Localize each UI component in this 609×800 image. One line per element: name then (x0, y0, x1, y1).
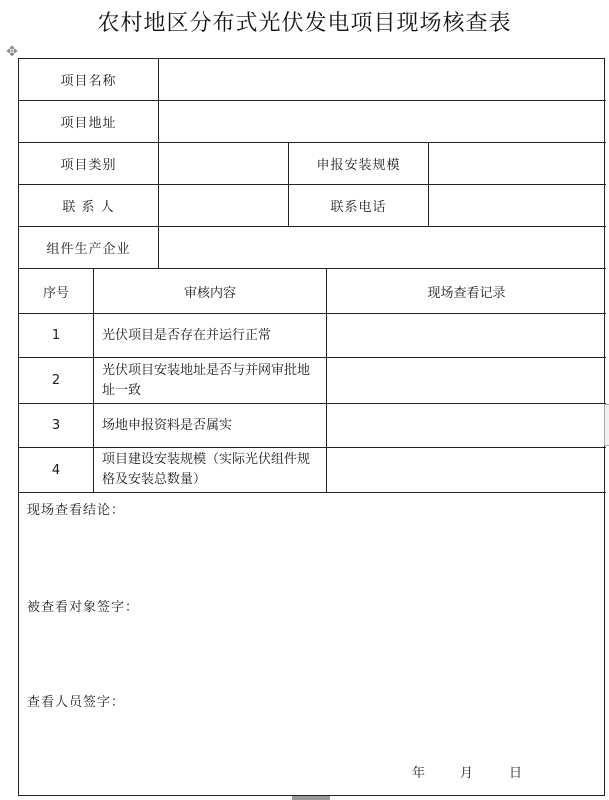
module-manufacturer-field[interactable] (159, 227, 606, 269)
row-1-content: 光伏项目是否存在并运行正常 (94, 314, 327, 358)
contact-phone-label: 联系电话 (289, 185, 429, 227)
contact-person-label: 联 系 人 (19, 185, 159, 227)
bottom-resize-handle[interactable] (292, 796, 330, 800)
project-name-field[interactable] (159, 59, 606, 101)
seq-header: 序号 (19, 269, 94, 314)
inspector-signature-label: 查看人员签字： (27, 695, 126, 710)
document-title: 农村地区分布式光伏发电项目现场核查表 (97, 11, 512, 36)
conclusion-label: 现场查看结论： (27, 503, 126, 518)
declared-scale-field[interactable] (429, 143, 606, 185)
row-1-no: 1 (19, 314, 94, 358)
inspection-record-header: 现场查看记录 (327, 269, 606, 314)
inspection-form-table (18, 58, 605, 796)
contact-phone-field[interactable] (429, 185, 606, 227)
row-3-no: 3 (19, 404, 94, 448)
inspected-party-signature-label: 被查看对象签字： (27, 600, 140, 615)
project-address-field[interactable] (159, 101, 606, 143)
project-address-label: 项目地址 (19, 101, 159, 143)
project-category-field[interactable] (159, 143, 289, 185)
row-4-record[interactable] (327, 448, 606, 493)
project-name-label: 项目名称 (19, 59, 159, 101)
row-2-record[interactable] (327, 358, 606, 404)
project-category-label: 项目类别 (19, 143, 159, 185)
conclusion-section[interactable] (19, 493, 606, 797)
module-manufacturer-label: 组件生产企业 (19, 227, 159, 269)
row-1-record[interactable] (327, 314, 606, 358)
row-3-record[interactable] (327, 404, 606, 448)
row-2-no: 2 (19, 358, 94, 404)
table-move-handle-icon[interactable]: ✥ (6, 44, 18, 60)
declared-scale-label: 申报安装规模 (289, 143, 429, 185)
date-month: 月 (460, 766, 474, 781)
date-year: 年 (412, 766, 426, 781)
row-2-content: 光伏项目安装地址是否与并网审批地址一致 (94, 358, 327, 404)
review-content-header: 审核内容 (94, 269, 327, 314)
row-4-content: 项目建设安装规模（实际光伏组件规格及安装总数量） (94, 448, 327, 493)
date-day: 日 (509, 766, 523, 781)
row-4-no: 4 (19, 448, 94, 493)
side-resize-handle[interactable] (604, 404, 609, 446)
contact-person-field[interactable] (159, 185, 289, 227)
row-3-content: 场地申报资料是否属实 (94, 404, 327, 448)
